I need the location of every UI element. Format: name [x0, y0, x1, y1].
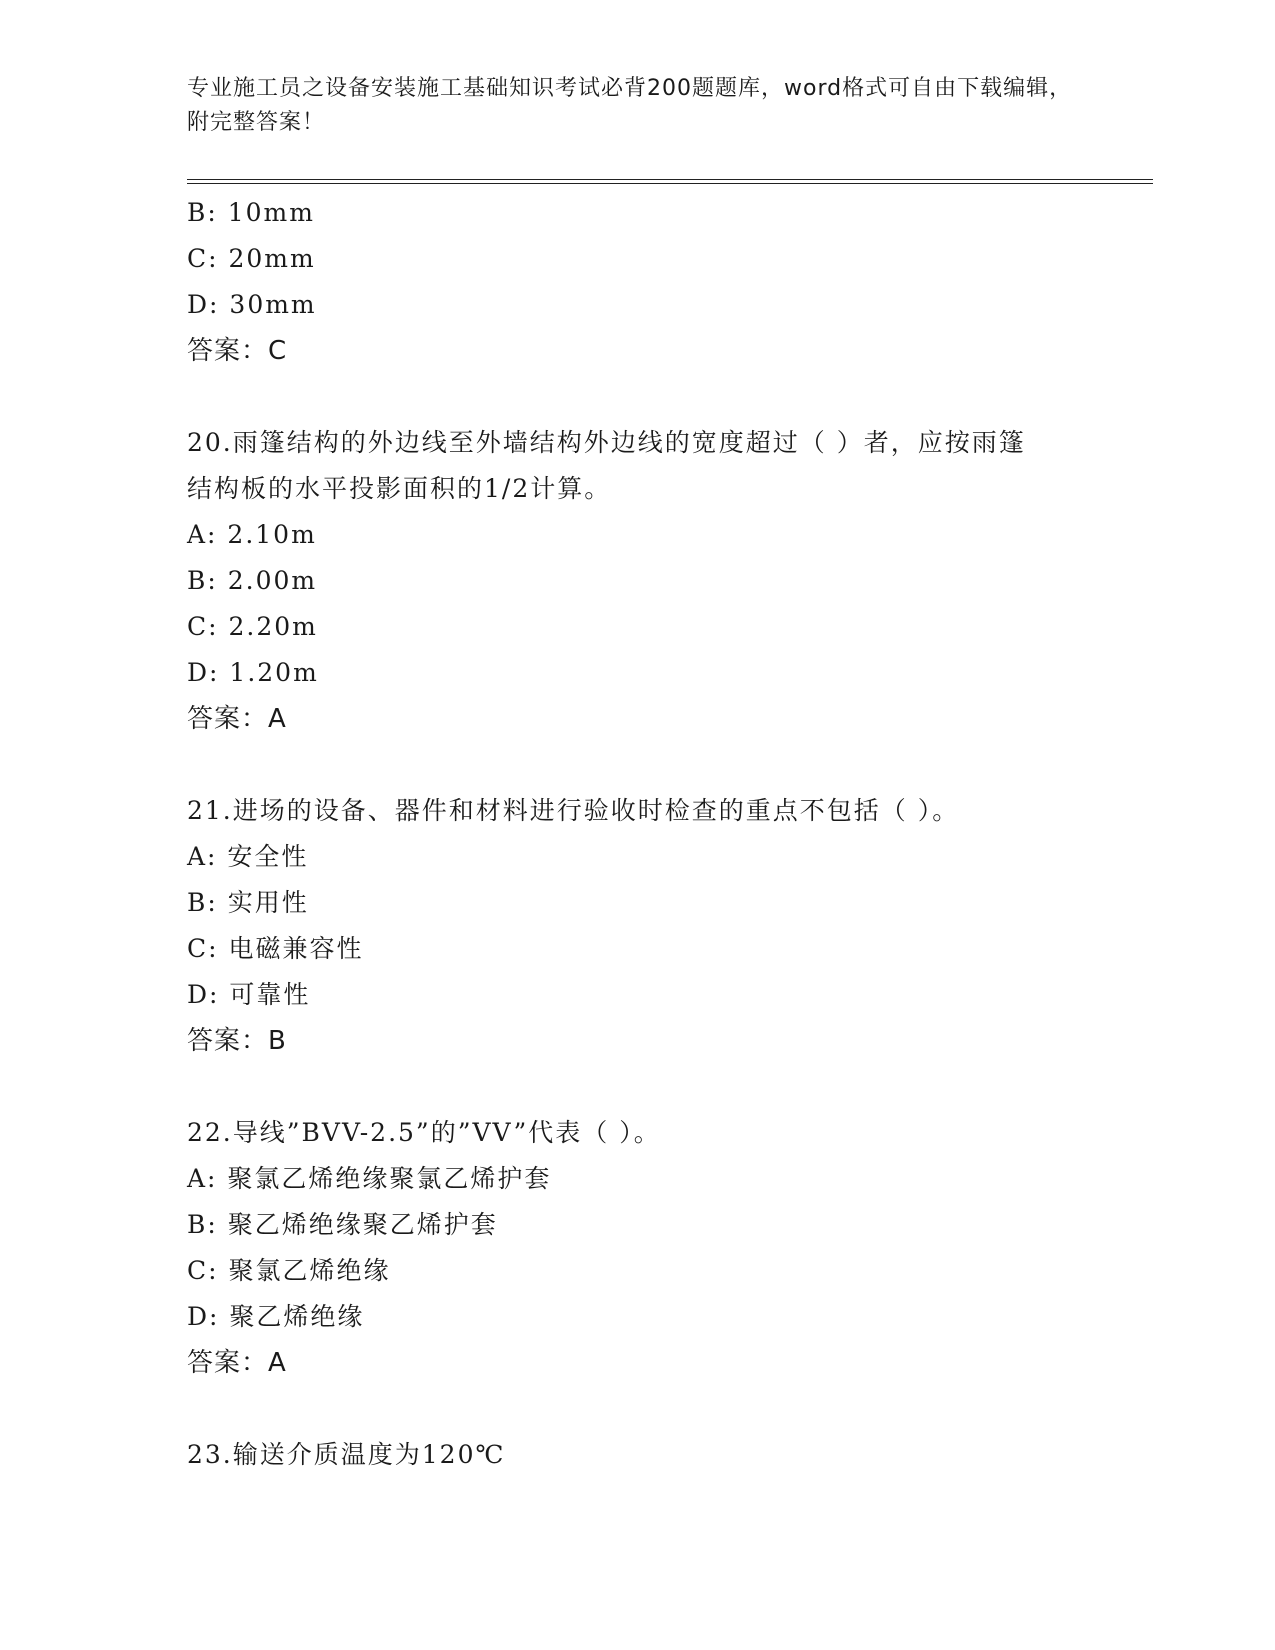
option-b: B: 2.00m: [187, 566, 318, 595]
option-d: D: 30mm: [187, 290, 317, 319]
option-d: D: 可靠性: [187, 980, 311, 1009]
answer: 答案：B: [187, 1026, 287, 1056]
option-d: D: 1.20m: [187, 658, 319, 687]
answer: 答案：C: [187, 336, 288, 366]
question-22: [187, 1110, 1087, 1386]
option-a: A: 2.10m: [187, 520, 317, 549]
option-b: B: 10mm: [187, 198, 315, 227]
question-20: [187, 420, 1087, 742]
question-19-continued: [187, 190, 1087, 374]
option-c: C: 聚氯乙烯绝缘: [187, 1256, 391, 1285]
question-23: [187, 1432, 1087, 1478]
header-divider-top: [187, 179, 1153, 180]
document-content: [187, 190, 1087, 1478]
question-text: 22.导线”BVV-2.5”的”VV”代表（ ）。: [187, 1118, 661, 1147]
option-d: D: 聚乙烯绝缘: [187, 1302, 365, 1331]
option-c: C: 电磁兼容性: [187, 934, 364, 963]
answer: 答案：A: [187, 704, 287, 734]
question-text: 21.进场的设备、器件和材料进行验收时检查的重点不包括（ ）。: [187, 796, 960, 825]
question-text: 20.雨篷结构的外边线至外墙结构外边线的宽度超过（ ）者，应按雨篷结构板的水平投影面积的1/2计算。: [187, 428, 1026, 503]
question-21: [187, 788, 1087, 1064]
document-header-title: 专业施工员之设备安装施工基础知识考试必背200题题库，word格式可自由下载编辑，附完整答案！: [187, 76, 1073, 135]
option-c: C: 20mm: [187, 244, 316, 273]
option-c: C: 2.20m: [187, 612, 318, 641]
option-b: B: 聚乙烯绝缘聚乙烯护套: [187, 1210, 498, 1239]
header-divider-bottom: [187, 183, 1153, 184]
answer: 答案：A: [187, 1348, 287, 1378]
option-a: A: 安全性: [187, 842, 309, 871]
option-a: A: 聚氯乙烯绝缘聚氯乙烯护套: [187, 1164, 552, 1193]
option-b: B: 实用性: [187, 888, 309, 917]
question-text: 23.输送介质温度为120℃: [187, 1440, 506, 1469]
